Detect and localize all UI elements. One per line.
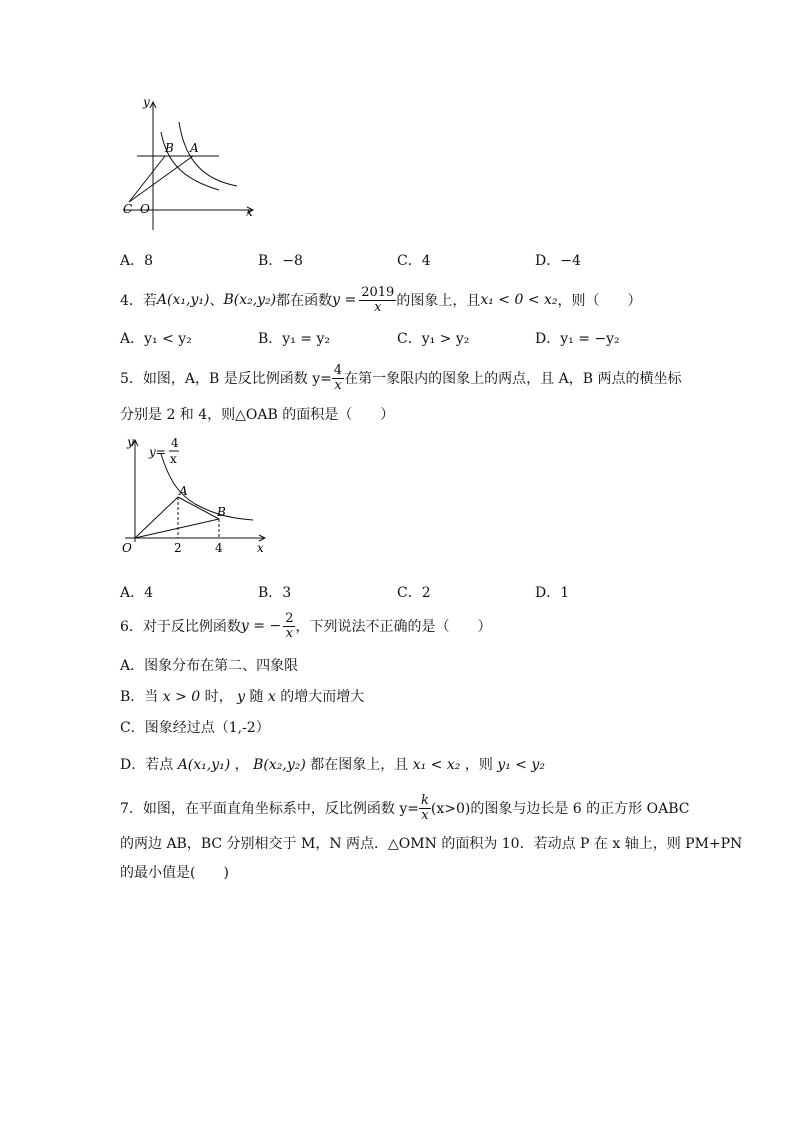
- q5-fraction: [332, 364, 344, 393]
- q6-optd-b: B(x₂,y₂): [253, 757, 306, 773]
- q4-option-a[interactable]: A．y₁ < y₂: [120, 331, 192, 347]
- q5-line1: [120, 358, 681, 398]
- q4-fraction: [359, 286, 396, 315]
- segment-OA: [135, 497, 178, 538]
- q6-optd-1: D．若点: [120, 757, 174, 773]
- q7-frac-den: x: [421, 807, 429, 823]
- q4-option-d[interactable]: D．y₁ = −y₂: [535, 331, 620, 347]
- q6-fraction: [283, 612, 295, 641]
- q6-question: [120, 606, 491, 646]
- q7-frac-num: k: [421, 792, 429, 808]
- y-label: y: [143, 95, 150, 109]
- q6-optb-y: y: [237, 689, 246, 705]
- q4-point-b: B(x₂,y₂): [223, 292, 277, 308]
- q4-point-a: A(x₁,y₁): [156, 292, 210, 308]
- q6-option-d[interactable]: [120, 754, 545, 774]
- origin-label: O: [140, 202, 150, 216]
- q5-line2: 分别是 2 和 4，则△OAB 的面积是（ ）: [120, 407, 395, 423]
- q6-optd-4: ，则: [464, 757, 493, 773]
- q7-line2: 的两边 AB，BC 分别相交于 M，N 两点．△OMN 的面积为 10．若动点 P 在 x 轴上，则 PM+PN: [120, 836, 743, 852]
- q6-frac-num: 2: [285, 610, 294, 626]
- q6-optb-2: 时，: [204, 689, 233, 705]
- q4-option-b[interactable]: B．y₁ = y₂: [258, 331, 330, 347]
- point-B-label: B: [165, 141, 174, 155]
- q6-prefix: 6．对于反比例函数: [120, 619, 241, 635]
- y-label: y: [127, 435, 134, 449]
- q6-option-a[interactable]: A．图象分布在第二、四象限: [120, 658, 299, 674]
- q5-option-c[interactable]: C．2: [397, 585, 431, 601]
- q4-frac-den: x: [374, 299, 382, 315]
- q5-option-a[interactable]: A．4: [120, 585, 154, 601]
- q5-line1-suffix: 在第一象限内的图象上的两点，且 A，B 两点的横坐标: [344, 371, 682, 387]
- q6-optb-x: x: [267, 689, 276, 705]
- origin-label: O: [122, 541, 132, 555]
- q6-optd-res: y₁ < y₂: [497, 757, 545, 773]
- q7-line1: [120, 788, 689, 828]
- q7-fraction: [419, 794, 431, 823]
- segment-OB: [135, 519, 219, 538]
- q6-suffix: ，下列说法不正确的是（ ）: [295, 619, 492, 635]
- q3-figure: [115, 92, 265, 237]
- q7-line1-prefix: 7．如图，在平面直角坐标系中，反比例函数 y=: [120, 801, 419, 817]
- q6-optb-1: B．当: [120, 689, 159, 705]
- q4-suffix: 的图象上，且: [396, 293, 481, 309]
- line-CA: [129, 156, 193, 202]
- tick-2-label: 2: [174, 541, 182, 555]
- q4-option-c[interactable]: C．y₁ > y₂: [397, 331, 470, 347]
- func-num: 4: [171, 436, 179, 450]
- q4-condition: x₁ < 0 < x₂: [480, 292, 558, 308]
- q4-question: [120, 280, 642, 320]
- q5-frac-den: x: [334, 377, 342, 393]
- q6-optb-4: 的增大而增大: [280, 689, 365, 705]
- q4-func-lhs: y =: [332, 292, 357, 308]
- q4-sep: 、: [209, 293, 224, 309]
- q7-line1-suffix: (x>0)的图象与边长是 6 的正方形 OABC: [430, 801, 690, 817]
- q3-option-a[interactable]: A．8: [120, 253, 154, 269]
- func-label: y=: [149, 445, 166, 459]
- q7-line3: 的最小值是( ): [120, 865, 229, 881]
- x-label: x: [257, 541, 264, 555]
- point-C-label: C: [123, 202, 133, 216]
- q5-option-d[interactable]: D．1: [535, 585, 570, 601]
- q4-mid: 都在函数: [276, 293, 333, 309]
- q3-option-d[interactable]: D．−4: [535, 253, 581, 269]
- q4-end: ，则（ ）: [557, 293, 642, 309]
- func-den: x: [170, 452, 177, 466]
- point-B-label: B: [217, 505, 226, 519]
- q5-figure: [115, 432, 275, 562]
- line-CB: [129, 156, 165, 202]
- q6-option-c[interactable]: C．图象经过点（1,-2）: [120, 720, 270, 736]
- q6-optb-3: 随: [249, 689, 264, 705]
- q6-func-lhs: y = −: [240, 618, 282, 634]
- x-label: x: [246, 205, 253, 219]
- q3-option-b[interactable]: B．−8: [258, 253, 303, 269]
- q5-frac-num: 4: [333, 362, 343, 378]
- q4-prefix: 4．若: [120, 293, 157, 309]
- q6-optd-a: A(x₁,y₁): [177, 757, 231, 773]
- point-A-label: A: [179, 484, 188, 498]
- point-A-label: A: [190, 141, 199, 155]
- q6-optd-3: 都在图象上，且: [310, 757, 409, 773]
- q5-line1-prefix: 5．如图，A，B 是反比例函数 y=: [120, 371, 332, 387]
- q6-optd-cond: x₁ < x₂: [412, 757, 461, 773]
- q3-option-c[interactable]: C．4: [397, 253, 431, 269]
- q6-optd-2: ，: [234, 757, 249, 773]
- segment-AB: [178, 497, 219, 519]
- q6-frac-den: x: [285, 625, 294, 641]
- q4-frac-num: 2019: [361, 284, 395, 300]
- q6-option-b[interactable]: [120, 686, 364, 706]
- q5-option-b[interactable]: B．3: [258, 585, 292, 601]
- q6-optb-cond: x > 0: [162, 689, 201, 705]
- tick-4-label: 4: [215, 541, 223, 555]
